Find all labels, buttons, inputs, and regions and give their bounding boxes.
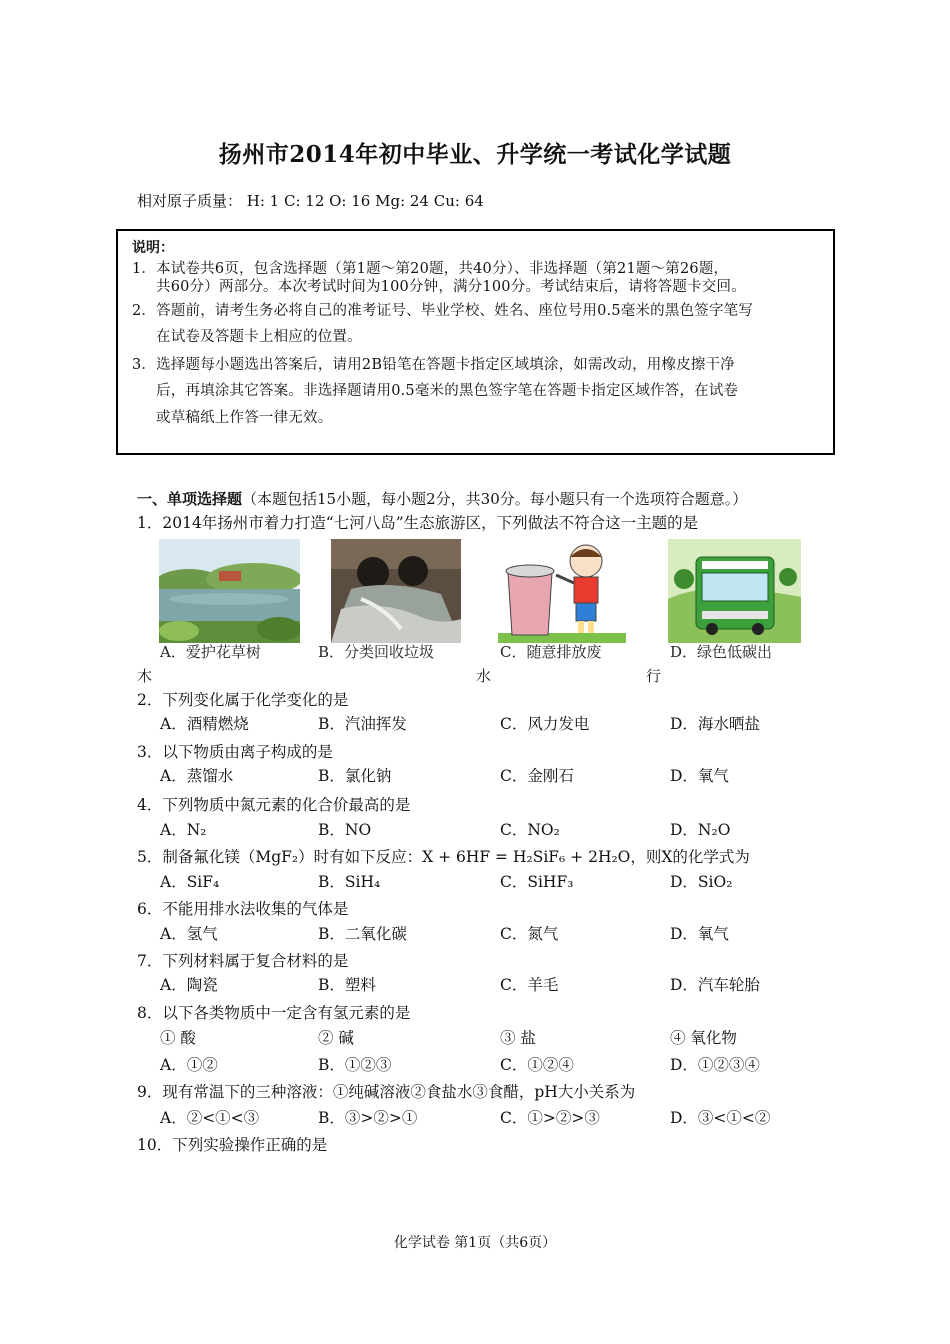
option-c: C．①②④ bbox=[500, 1056, 574, 1074]
section-description: （本题包括15小题，每小题2分，共30分。每小题只有一个选项符合题意。） bbox=[242, 490, 748, 508]
option-a: A．SiF₄ bbox=[160, 873, 220, 891]
littering-cartoon-image bbox=[498, 539, 626, 643]
option-d: D．氧气 bbox=[670, 925, 729, 943]
option-b: B．二氧化碳 bbox=[318, 925, 407, 943]
q1-caption-wrap-a: 木 bbox=[137, 667, 153, 685]
q1-caption-d: D．绿色低碳出 bbox=[670, 643, 773, 661]
option-b: B．塑料 bbox=[318, 976, 376, 994]
option-c: C．氮气 bbox=[500, 925, 559, 943]
option-b: B．①②③ bbox=[318, 1056, 392, 1074]
atomic-mass-line: 相对原子质量： H: 1 C: 12 O: 16 Mg: 24 Cu: 64 bbox=[137, 192, 484, 210]
option-d: D．N₂O bbox=[670, 821, 731, 839]
question-stem: 10．下列实验操作正确的是 bbox=[137, 1136, 328, 1154]
instruction-line: 共60分）两部分。本次考试时间为100分钟，满分100分。考试结束后，请将答题卡交回。 bbox=[156, 279, 746, 295]
q1-caption-a: A．爱护花草树 bbox=[160, 643, 261, 661]
option-d: D．氧气 bbox=[670, 767, 729, 785]
option-c: C．羊毛 bbox=[500, 976, 559, 994]
instructions-label: 说明： bbox=[132, 240, 174, 256]
question-stem: 6．不能用排水法收集的气体是 bbox=[137, 900, 349, 918]
question-stem: 4．下列物质中氮元素的化合价最高的是 bbox=[137, 796, 411, 814]
statement-3: ③ 盐 bbox=[500, 1029, 536, 1047]
option-d: D．③<①<② bbox=[670, 1109, 771, 1127]
option-a: A．①② bbox=[160, 1056, 218, 1074]
instruction-line: 2．答题前，请考生务必将自己的准考证号、毕业学校、姓名、座位号用0.5毫米的黑色签字笔写 bbox=[132, 303, 754, 319]
option-a: A．N₂ bbox=[160, 821, 207, 839]
option-d: D．SiO₂ bbox=[670, 873, 733, 891]
option-a: A．酒精燃烧 bbox=[160, 715, 249, 733]
option-b: B．NO bbox=[318, 821, 372, 839]
question-stem: 2．下列变化属于化学变化的是 bbox=[137, 691, 349, 709]
q1-caption-c: C．随意排放废 bbox=[500, 643, 602, 661]
option-b: B．SiH₄ bbox=[318, 873, 381, 891]
option-b: B．③>②>① bbox=[318, 1109, 418, 1127]
option-d: D．汽车轮胎 bbox=[670, 976, 760, 994]
section-heading bbox=[137, 488, 747, 509]
instruction-line: 或草稿纸上作答一律无效。 bbox=[156, 410, 333, 426]
instruction-line: 后，再填涂其它答案。非选择题请用0.5毫米的黑色签字笔在答题卡指定区域作答，在试卷 bbox=[156, 383, 739, 399]
option-c: C．NO₂ bbox=[500, 821, 560, 839]
green-bus-image bbox=[668, 539, 801, 643]
question-1-stem: 1．2014年扬州市着力打造“七河八岛”生态旅游区，下列做法不符合这一主题的是 bbox=[137, 514, 699, 532]
option-d: D．①②③④ bbox=[670, 1056, 760, 1074]
option-a: A．蒸馏水 bbox=[160, 767, 234, 785]
option-c: C．①>②>③ bbox=[500, 1109, 600, 1127]
q1-caption-b: B．分类回收垃圾 bbox=[318, 643, 435, 661]
statement-4: ④ 氧化物 bbox=[670, 1029, 737, 1047]
park-lake-image bbox=[159, 539, 300, 643]
option-d: D．海水晒盐 bbox=[670, 715, 760, 733]
statement-2: ② 碱 bbox=[318, 1029, 354, 1047]
instruction-line: 在试卷及答题卡上相应的位置。 bbox=[156, 329, 362, 345]
option-a: A．②<①<③ bbox=[160, 1109, 260, 1127]
page-footer: 化学试卷 第1页（共6页） bbox=[393, 1235, 557, 1251]
option-c: C．SiHF₃ bbox=[500, 873, 574, 891]
q1-caption-wrap-c: 水 bbox=[476, 667, 492, 685]
sewage-pipe-image bbox=[331, 539, 461, 643]
option-c: C．金刚石 bbox=[500, 767, 574, 785]
instruction-line: 3．选择题每小题选出答案后，请用2B铅笔在答题卡指定区域填涂，如需改动，用橡皮擦干净 bbox=[132, 357, 736, 373]
option-c: C．风力发电 bbox=[500, 715, 590, 733]
section-title: 一、单项选择题 bbox=[137, 490, 243, 508]
exam-title: 扬州市2014年初中毕业、升学统一考试化学试题 bbox=[218, 141, 732, 168]
option-a: A．氢气 bbox=[160, 925, 218, 943]
instructions-box bbox=[116, 229, 835, 455]
option-b: B．氯化钠 bbox=[318, 767, 392, 785]
statement-1: ① 酸 bbox=[160, 1029, 196, 1047]
option-a: A．陶瓷 bbox=[160, 976, 218, 994]
option-b: B．汽油挥发 bbox=[318, 715, 407, 733]
question-stem: 8．以下各类物质中一定含有氢元素的是 bbox=[137, 1004, 411, 1022]
question-stem: 9．现有常温下的三种溶液：①纯碱溶液②食盐水③食醋，pH大小关系为 bbox=[137, 1083, 636, 1101]
question-stem: 5．制备氟化镁（MgF₂）时有如下反应：X + 6HF = H₂SiF₆ + 2H₂O，则X的化学式为 bbox=[137, 848, 750, 866]
question-stem: 3．以下物质由离子构成的是 bbox=[137, 743, 333, 761]
instruction-line: 1．本试卷共6页，包含选择题（第1题～第20题，共40分）、非选择题（第21题～第26题， bbox=[132, 261, 729, 277]
q1-caption-wrap-d: 行 bbox=[646, 667, 662, 685]
question-stem: 7．下列材料属于复合材料的是 bbox=[137, 952, 349, 970]
